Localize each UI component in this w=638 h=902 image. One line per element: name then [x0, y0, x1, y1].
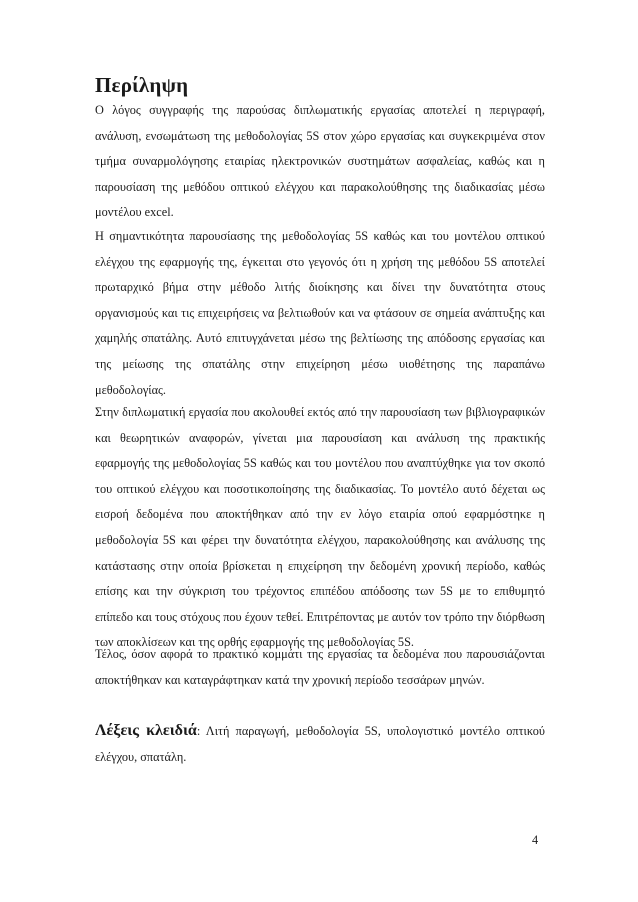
abstract-paragraph-2: [95, 224, 545, 403]
paragraph-text: Στην διπλωματική εργασία που ακολουθεί εκτός από την παρουσίαση των βιβλιογραφικών και θεωρητικών αναφορών, γίνεται μια παρουσίαση και ανάλυση της πρακτικής εφαρμογής της μεθοδολογίας 5S καθώς και του μοντέλου που αναπτύχθηκε για τον σκοπό του οπτικού ελέγχου και ποσοτικοποίησης της διαδικασίας. Το μοντέλο αυτό δέχεται ως εισροή δεδομένα που αποκτήθηκαν από την εν λόγο εταιρία οπού εφαρμόστηκε η μεθοδολογία 5S και φέρει την δυνατότητα ελέγχου, παρακολούθησης και ανάλυσης της κατάστασης στην οποία βρίσκεται η επιχείρηση την δεδομένη χρονική περίοδο, καθώς επίσης και την σύγκριση του τρέχοντος επιπέδου απόδοσης των 5S με το επιθυμητό επίπεδο και τους στόχους που έχουν τεθεί. Επιτρέποντας με αυτόν τον τρόπο την διόρθωση των αποκλίσεων και της ορθής εφαρμογής της μεθοδολογίας 5S.: [95, 405, 545, 650]
keywords-text: Λιτή παραγωγή, μεθοδολογία 5S, υπολογιστικό μοντέλο οπτικού ελέγχου, σπατάλη.: [95, 724, 545, 764]
page-number: 4: [532, 833, 539, 847]
keywords-paragraph: [95, 718, 545, 770]
paragraph-text: Ο λόγος συγγραφής της παρούσας διπλωματικής εργασίας αποτελεί η περιγραφή, ανάλυση, ενσωμάτωση της μεθοδολογίας 5S στον χώρο εργασίας και συγκεκριμένα στον τμήμα συναρμολόγησης εταιρίας ηλεκτρονικών συστημάτων ασφαλείας, καθώς και η παρουσίαση της μεθόδου οπτικού ελέγχου και παρακολούθησης της διαδικασίας μέσω μοντέλου excel.: [95, 103, 545, 220]
keywords-label: Λέξεις κλειδιά: [95, 722, 197, 739]
abstract-paragraph-1: [95, 98, 545, 226]
keywords-separator: :: [196, 724, 201, 738]
keywords-block: [95, 718, 545, 770]
paragraph-text: Τέλος, όσον αφορά το πρακτικό κομμάτι της εργασίας τα δεδομένα που παρουσιάζονται αποκτήθηκαν και καταγράφτηκαν κατά την χρονική περίοδο τεσσάρων μηνών.: [95, 647, 545, 687]
section-heading: Περίληψη: [95, 73, 189, 97]
abstract-paragraph-3: [95, 400, 545, 656]
paragraph-text: Η σημαντικότητα παρουσίασης της μεθοδολογίας 5S καθώς και του μοντέλου οπτικού ελέγχου της εφαρμογής της, έγκειται στο γεγονός ότι η χρήση της μεθόδου 5S αποτελεί πρωταρχικό βήμα στην μέθοδο λιτής διοίκησης και δίνει την δυνατότητα στους οργανισμούς και τις επιχειρήσεις να βελτιωθούν και να φτάσουν σε σημεία ανάπτυξης και χαμηλής σπατάλης. Αυτό επιτυγχάνεται μέσω της βελτίωσης της απόδοσης εργασίας και της μείωσης της σπατάλης στην επιχείρηση μέσω υιοθέτησης της παραπάνω μεθοδολογίας.: [95, 229, 545, 397]
abstract-paragraph-4: [95, 642, 545, 693]
